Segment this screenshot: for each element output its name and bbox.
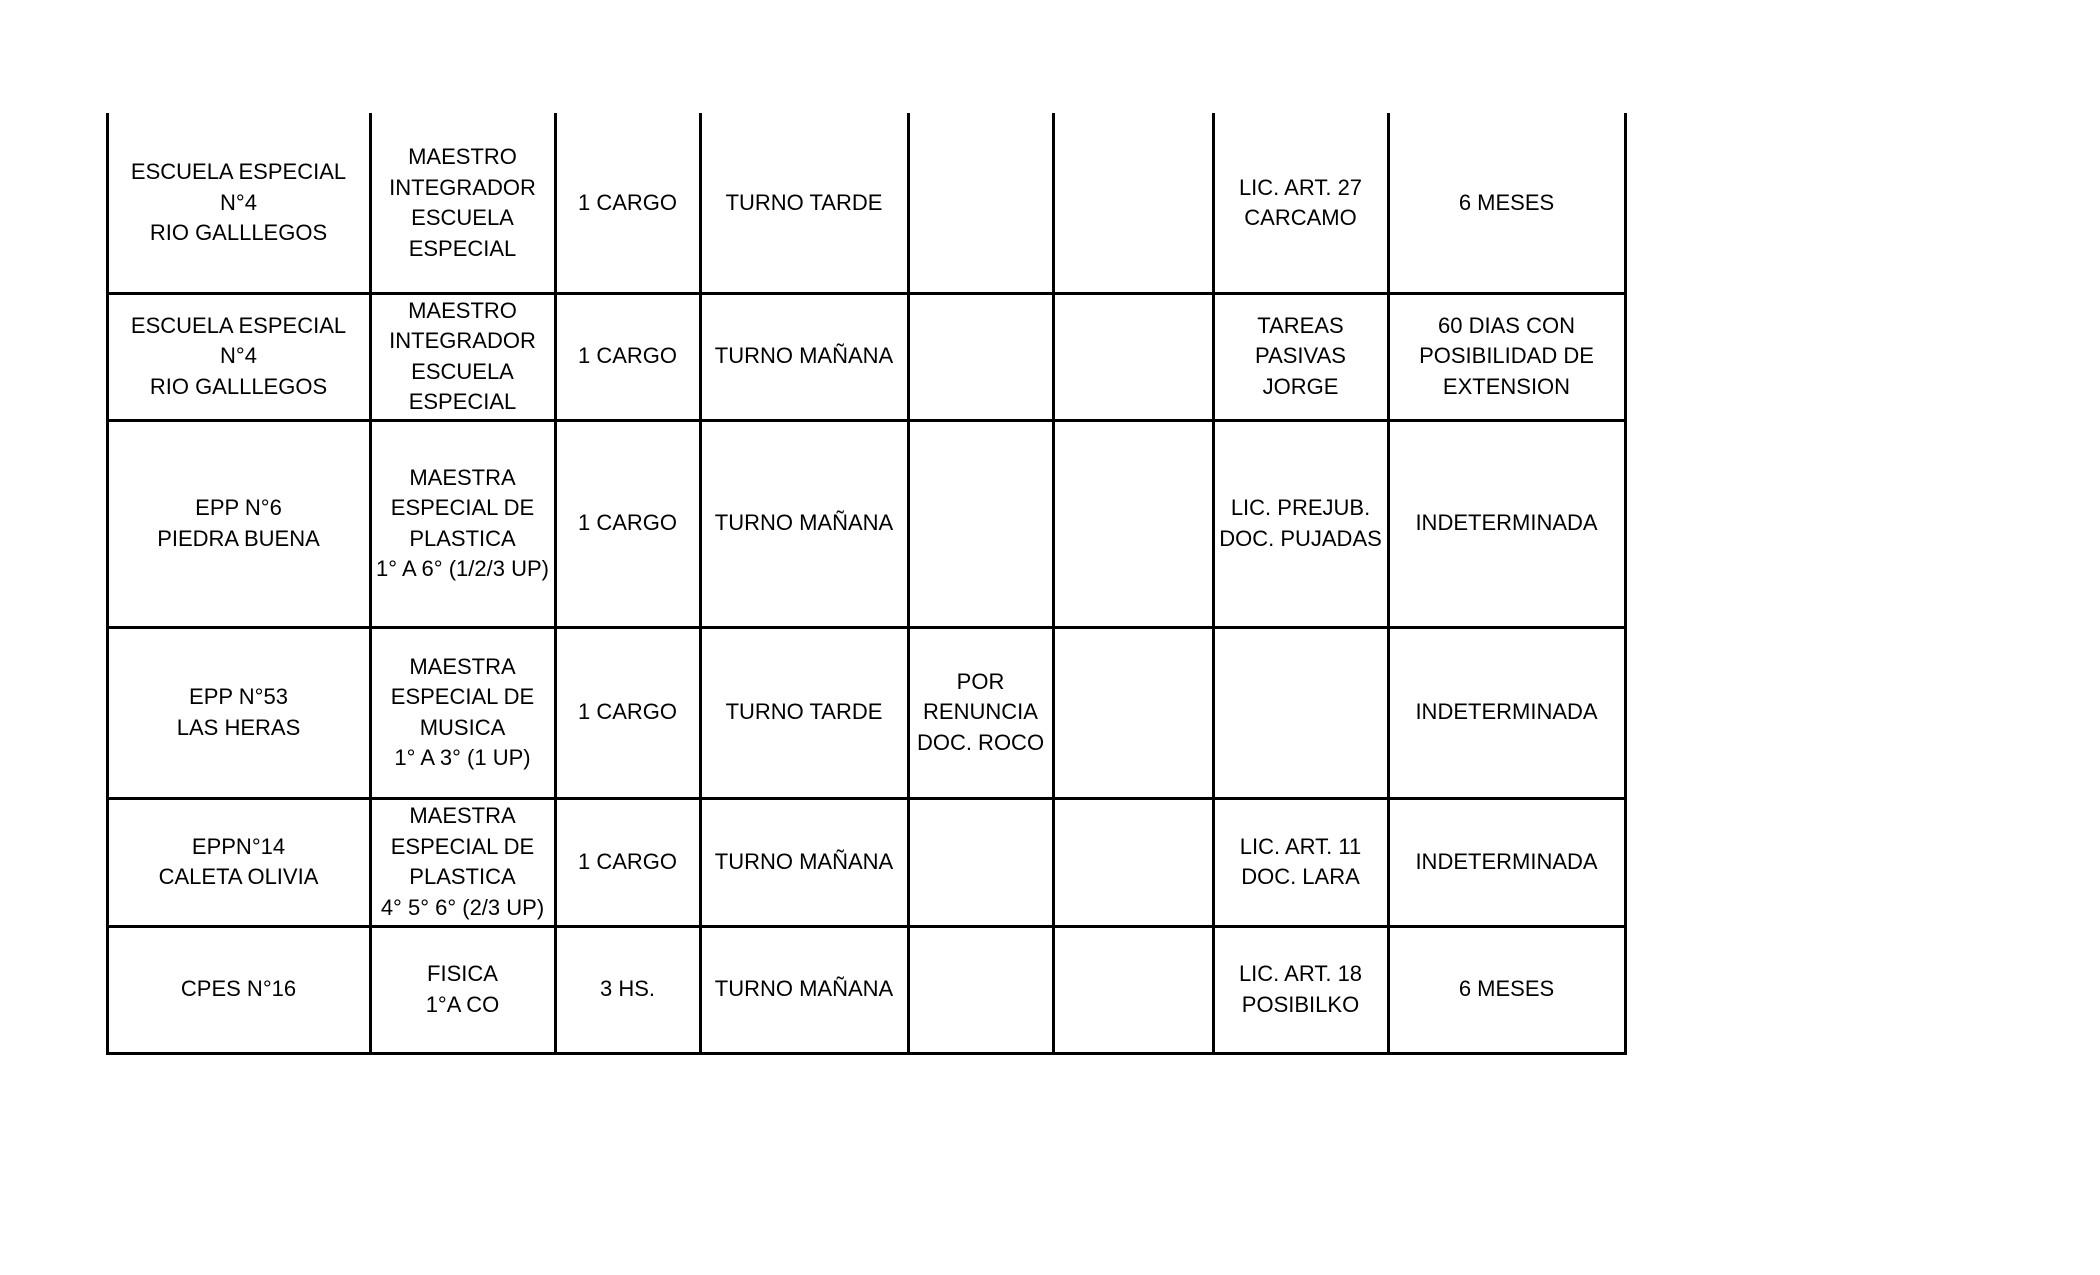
table-cell: 1 CARGO <box>577 510 678 536</box>
table-cell: INDETERMINADA <box>1415 848 1598 874</box>
table-cell: 6 MESES <box>1458 189 1555 215</box>
table-cell <box>1053 293 1213 420</box>
table-cell: 1 CARGO <box>577 343 678 369</box>
table-cell: TURNO MAÑANA <box>714 848 894 874</box>
table-cell <box>908 293 1053 420</box>
table-cell: 6 MESES <box>1458 976 1555 1002</box>
table-cell: TAREAS PASIVAS JORGE <box>1255 312 1346 399</box>
table-cell: ESCUELA ESPECIAL N°4 RIO GALLLEGOS <box>130 159 347 246</box>
table-cell: MAESTRA ESPECIAL DE MUSICA 1° A 3° (1 UP) <box>390 653 535 770</box>
table-cell: MAESTRA ESPECIAL DE PLASTICA 4° 5° 6° (2/3 UP) <box>380 803 545 920</box>
table-cell <box>1053 798 1213 926</box>
table-cell: EPPN°14 CALETA OLIVIA <box>158 833 319 889</box>
table-cell <box>1053 420 1213 627</box>
table-cell: 1 CARGO <box>577 699 678 725</box>
table-cell: 60 DIAS CON POSIBILIDAD DE EXTENSION <box>1419 312 1594 399</box>
table-cell: TURNO MAÑANA <box>714 510 894 536</box>
table-cell: LIC. ART. 18 POSIBILKO <box>1238 961 1363 1017</box>
table-cell: INDETERMINADA <box>1415 510 1598 536</box>
table-cell: 3 HS. <box>599 976 656 1002</box>
table-cell: MAESTRA ESPECIAL DE PLASTICA 1° A 6° (1/2/3 UP) <box>376 464 549 581</box>
table-cell: LIC. PREJUB. DOC. PUJADAS <box>1219 495 1382 551</box>
table-cell: INDETERMINADA <box>1415 699 1598 725</box>
table-cell: POR RENUNCIA DOC. ROCO <box>916 668 1045 755</box>
table-cell: TURNO TARDE <box>725 699 883 725</box>
table-cell: EPP N°53 LAS HERAS <box>176 684 301 740</box>
table-cell <box>908 926 1053 1053</box>
table-cell: LIC. ART. 27 CARCAMO <box>1238 174 1363 230</box>
table-cell: MAESTRO INTEGRADOR ESCUELA ESPECIAL <box>389 297 536 414</box>
table-cell: EPP N°6 PIEDRA BUENA <box>157 495 320 551</box>
table-cell <box>1053 113 1213 293</box>
table-cell: LIC. ART. 11 DOC. LARA <box>1239 833 1362 889</box>
table-cell <box>908 113 1053 293</box>
table-cell <box>908 798 1053 926</box>
table-cell: TURNO MAÑANA <box>714 976 894 1002</box>
table-cell: MAESTRO INTEGRADOR ESCUELA ESPECIAL <box>389 144 536 261</box>
table-cell <box>1053 926 1213 1053</box>
table-cell: TURNO TARDE <box>725 189 883 215</box>
table-cell: TURNO MAÑANA <box>714 343 894 369</box>
table-cell: 1 CARGO <box>577 848 678 874</box>
table-cell: CPES N°16 <box>180 976 297 1002</box>
table-cell <box>908 420 1053 627</box>
table-cell <box>1213 627 1388 798</box>
table-cell: 1 CARGO <box>577 189 678 215</box>
table-cell: ESCUELA ESPECIAL N°4 RIO GALLLEGOS <box>130 312 347 399</box>
table-cell: FISICA 1°A CO <box>425 961 500 1017</box>
table-cell <box>1053 627 1213 798</box>
